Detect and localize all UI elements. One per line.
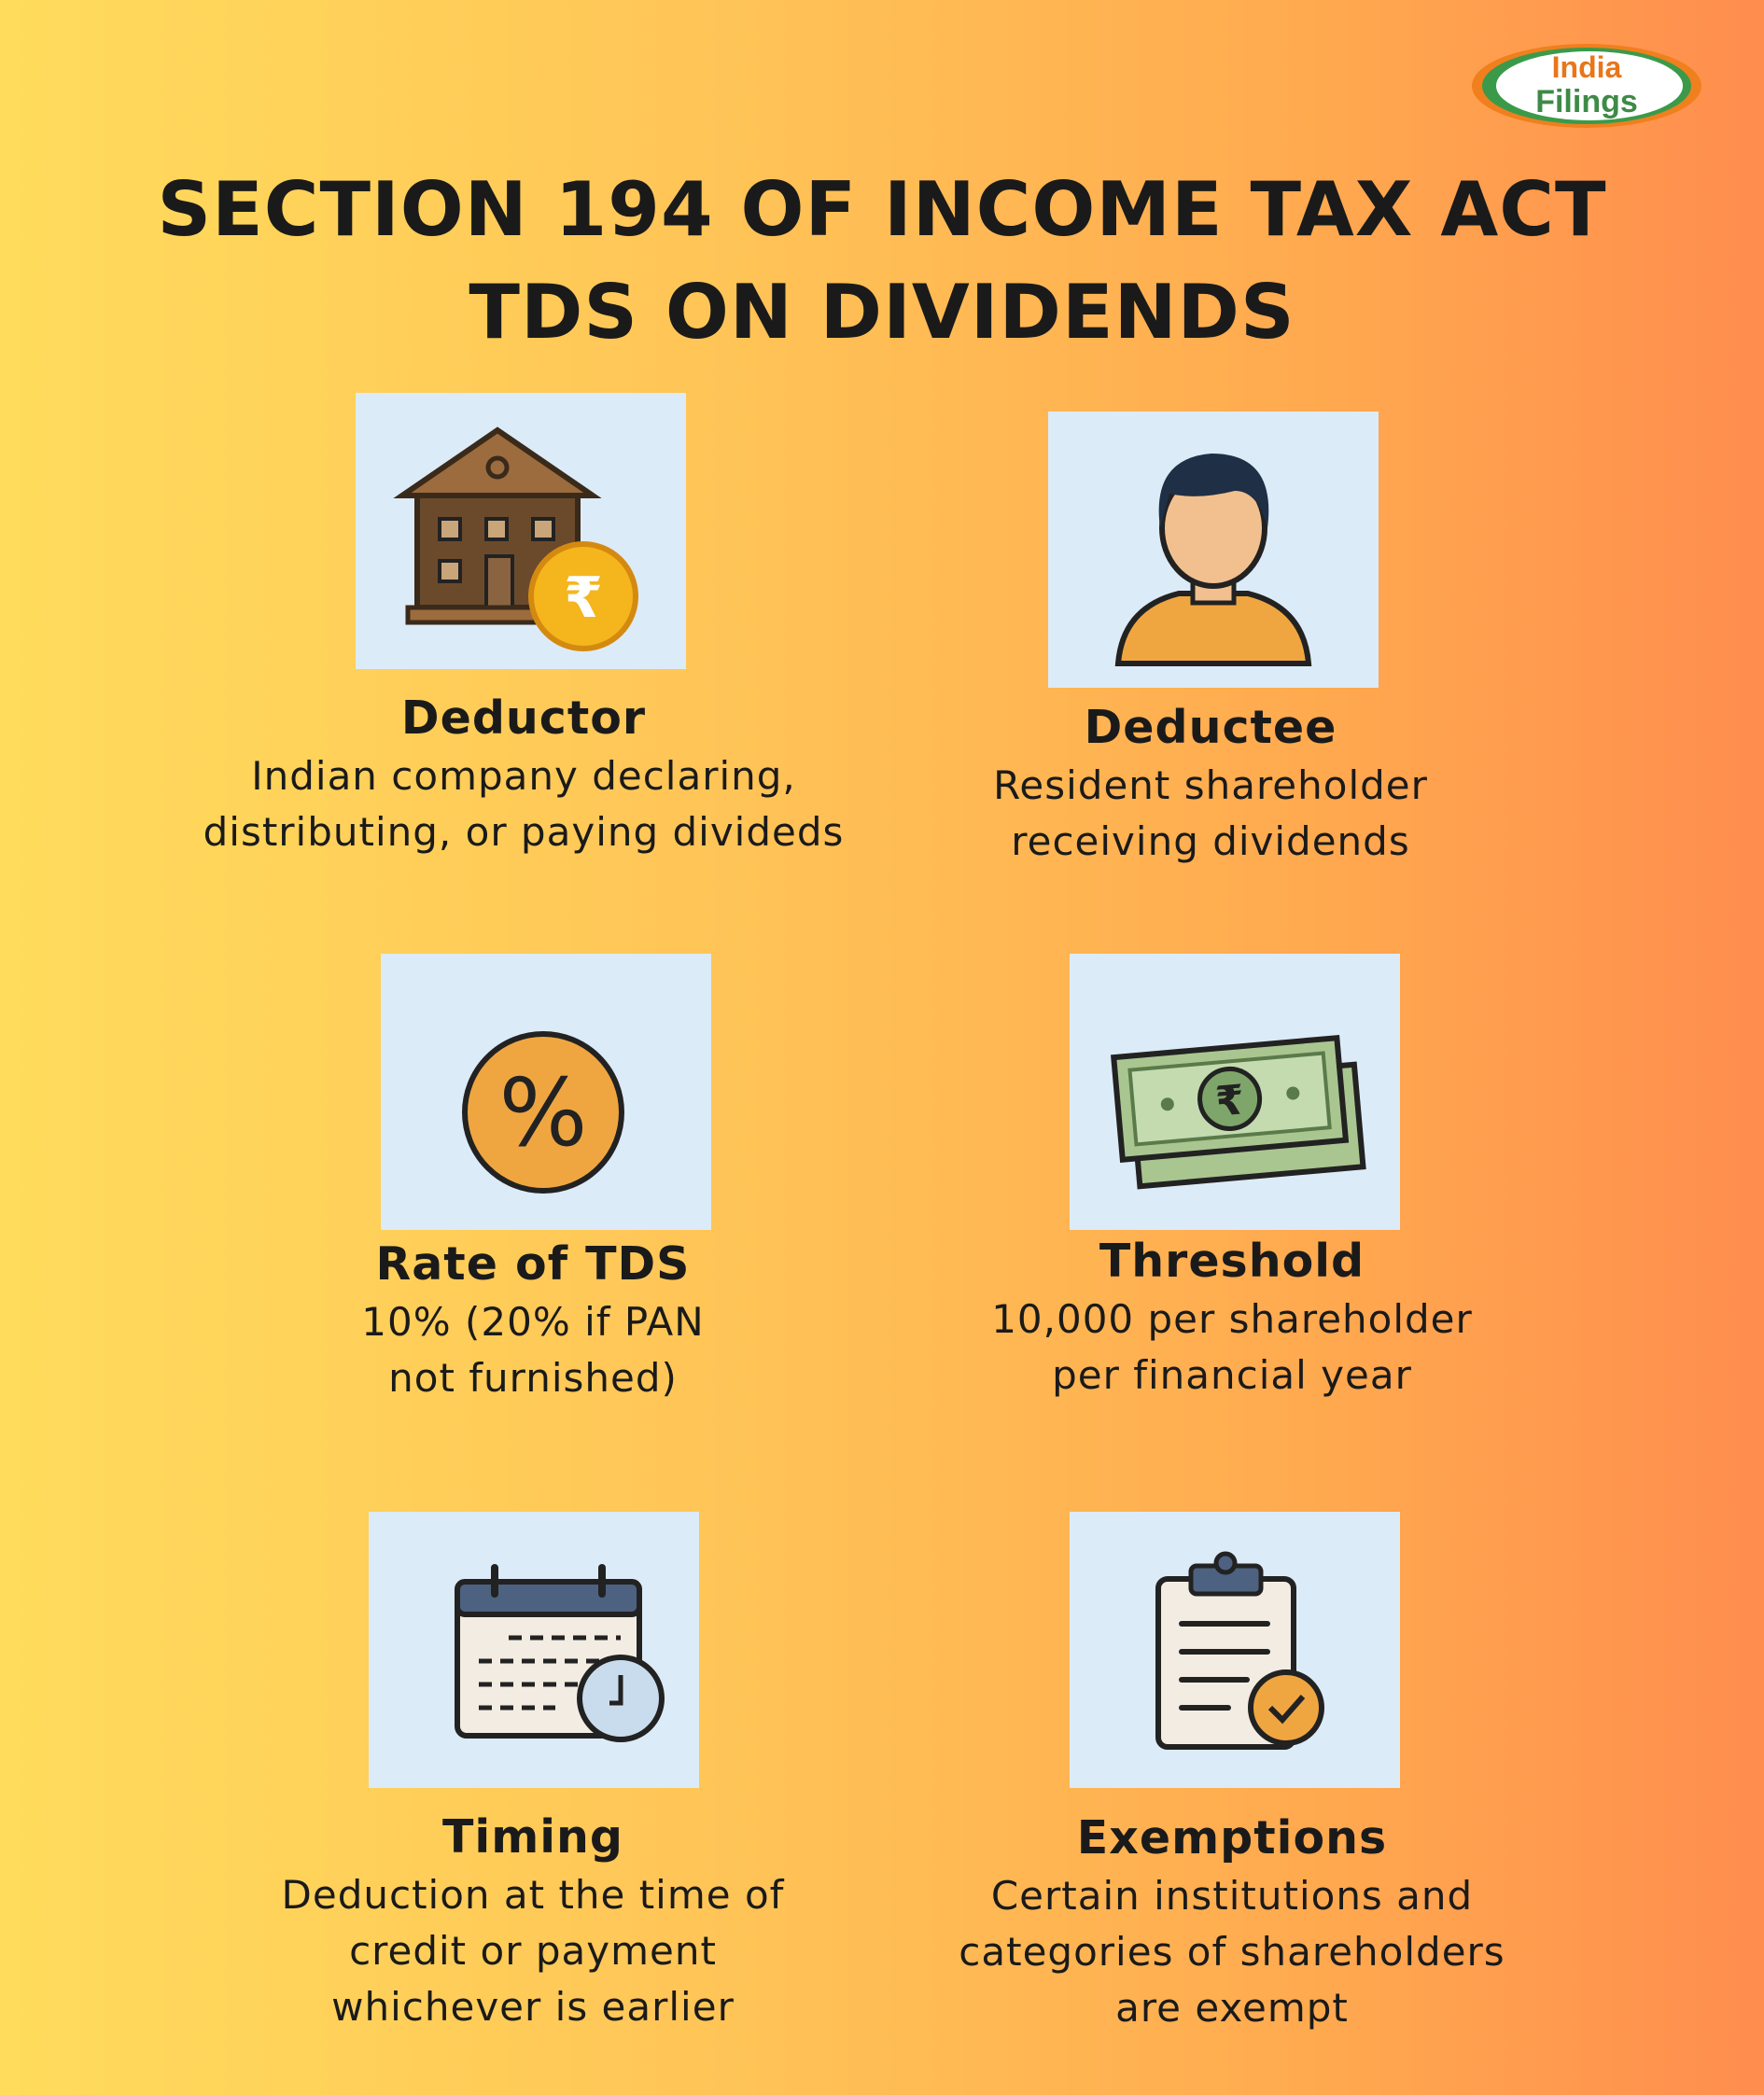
deductor-icon-box [356,393,686,669]
svg-text:₹: ₹ [1213,1076,1247,1126]
card-text: receiving dividends [1011,818,1410,864]
card-deductee [809,698,1612,870]
rate-icon-box [381,954,711,1230]
card-timing [132,1808,934,2035]
card-heading: Deductee [1084,701,1337,754]
threshold-icon-box [1070,954,1400,1230]
percent-icon [381,954,711,1230]
card-heading: Deductor [400,691,647,745]
card-text: not furnished) [388,1355,678,1401]
card-text: are exempt [1115,1985,1349,2031]
card-text: 10% (20% if PAN [361,1299,705,1345]
card-text: credit or payment [349,1928,717,1974]
clipboard-check-icon [1070,1512,1400,1788]
card-text: 10,000 per shareholder [991,1296,1473,1342]
svg-text:₹: ₹ [564,566,603,631]
card-heading: Exemptions [1076,1811,1388,1865]
bank-rupee-icon [356,393,686,669]
card-deductor [122,689,925,860]
deductee-icon-box [1048,412,1379,688]
page-title-line2: TDS ON DIVIDENDS [469,269,1295,356]
card-rate [132,1235,934,1406]
card-threshold [831,1232,1633,1404]
card-text: Resident shareholder [993,762,1428,808]
person-icon [1048,412,1379,688]
card-heading: Threshold [1099,1235,1365,1288]
exemptions-icon-box [1070,1512,1400,1788]
indiafilings-logo [1470,42,1703,131]
svg-text:India: India [1551,50,1622,84]
card-text: categories of shareholders [959,1929,1505,1975]
card-heading: Rate of TDS [375,1237,691,1291]
svg-text:Filings: Filings [1535,84,1638,119]
card-exemptions [831,1809,1633,2036]
card-text: Certain institutions and [990,1873,1474,1919]
card-text: per financial year [1052,1352,1412,1398]
banknote-icon [1070,954,1400,1230]
calendar-clock-icon [369,1512,699,1788]
page-title-line1: SECTION 194 OF INCOME TAX ACT [157,166,1607,253]
svg-text:%: % [498,1058,588,1167]
card-text: Indian company declaring, [251,753,796,799]
card-text: distributing, or paying divideds [203,809,845,855]
card-text: whichever is earlier [331,1984,735,2030]
timing-icon-box [369,1512,699,1788]
card-text: Deduction at the time of [281,1872,785,1918]
card-heading: Timing [441,1810,624,1864]
